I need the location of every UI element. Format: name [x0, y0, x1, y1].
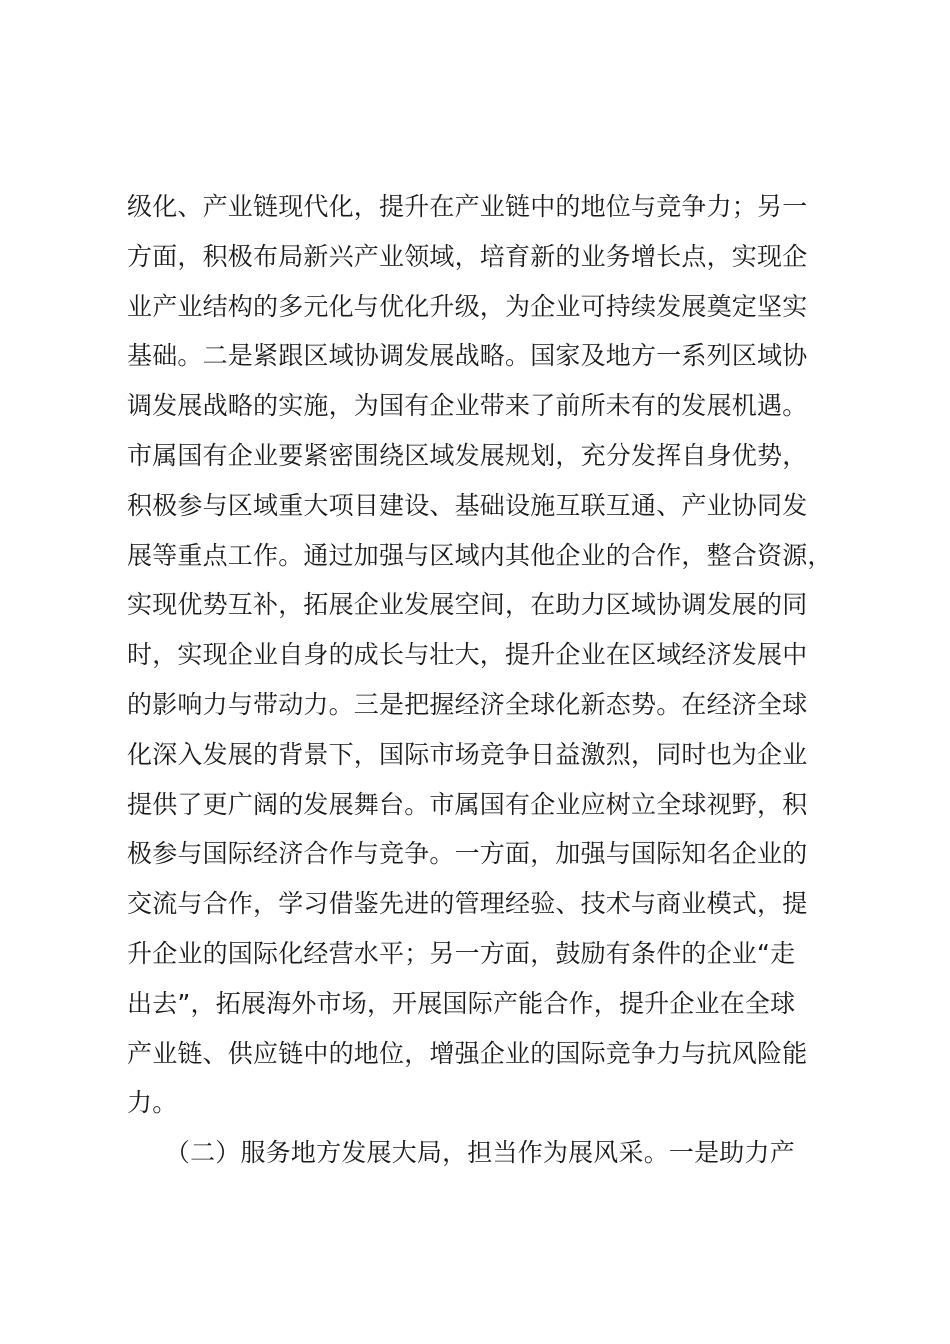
text-line: 交流与合作，学习借鉴先进的管理经验、技术与商业模式，提 — [127, 889, 808, 919]
text-line: 级化、产业链现代化，提升在产业链中的地位与竞争力；另一 — [127, 192, 808, 221]
text-line: 的影响力与带动力。三是把握经济全球化新态势。在经济全球 — [127, 689, 808, 719]
text-line: 调发展战略的实施，为国有企业带来了前所未有的发展机遇。 — [127, 391, 808, 421]
text-line: 方面，积极布局新兴产业领域，培育新的业务增长点，实现企 — [127, 241, 808, 271]
text-line: 基础。二是紧跟区域协调发展战略。国家及地方一系列区域协 — [127, 341, 808, 371]
text-line: 时，实现企业自身的成长与壮大，提升企业在区域经济发展中 — [127, 640, 808, 670]
text-line: 产业链、供应链中的地位，增强企业的国际竞争力与抗风险能 — [127, 1038, 808, 1068]
text-line: 展等重点工作。通过加强与区域内其他企业的合作，整合资源， — [127, 540, 833, 570]
text-line: 实现优势互补，拓展企业发展空间，在助力区域协调发展的同 — [127, 590, 808, 620]
text-line: 力。 — [127, 1088, 178, 1118]
body-text — [127, 182, 847, 1178]
text-line: 升企业的国际化经营水平；另一方面，鼓励有条件的企业“走 — [127, 938, 796, 968]
text-line: 提供了更广阔的发展舞台。市属国有企业应树立全球视野，积 — [127, 789, 808, 819]
text-line: 极参与国际经济合作与竞争。一方面，加强与国际知名企业的 — [127, 839, 808, 869]
section-heading-line: （二）服务地方发展大局，担当作为展风采。一是助力产 — [127, 1138, 795, 1168]
text-line: 积极参与区域重大项目建设、基础设施互联互通、产业协同发 — [127, 490, 808, 520]
text-line: 业产业结构的多元化与优化升级，为企业可持续发展奠定坚实 — [127, 291, 808, 321]
text-line: 化深入发展的背景下，国际市场竞争日益激烈，同时也为企业 — [127, 739, 808, 769]
text-line: 出去”，拓展海外市场，开展国际产能合作，提升企业在全球 — [127, 988, 796, 1018]
text-line: 市属国有企业要紧密围绕区域发展规划，充分发挥自身优势， — [127, 440, 808, 470]
